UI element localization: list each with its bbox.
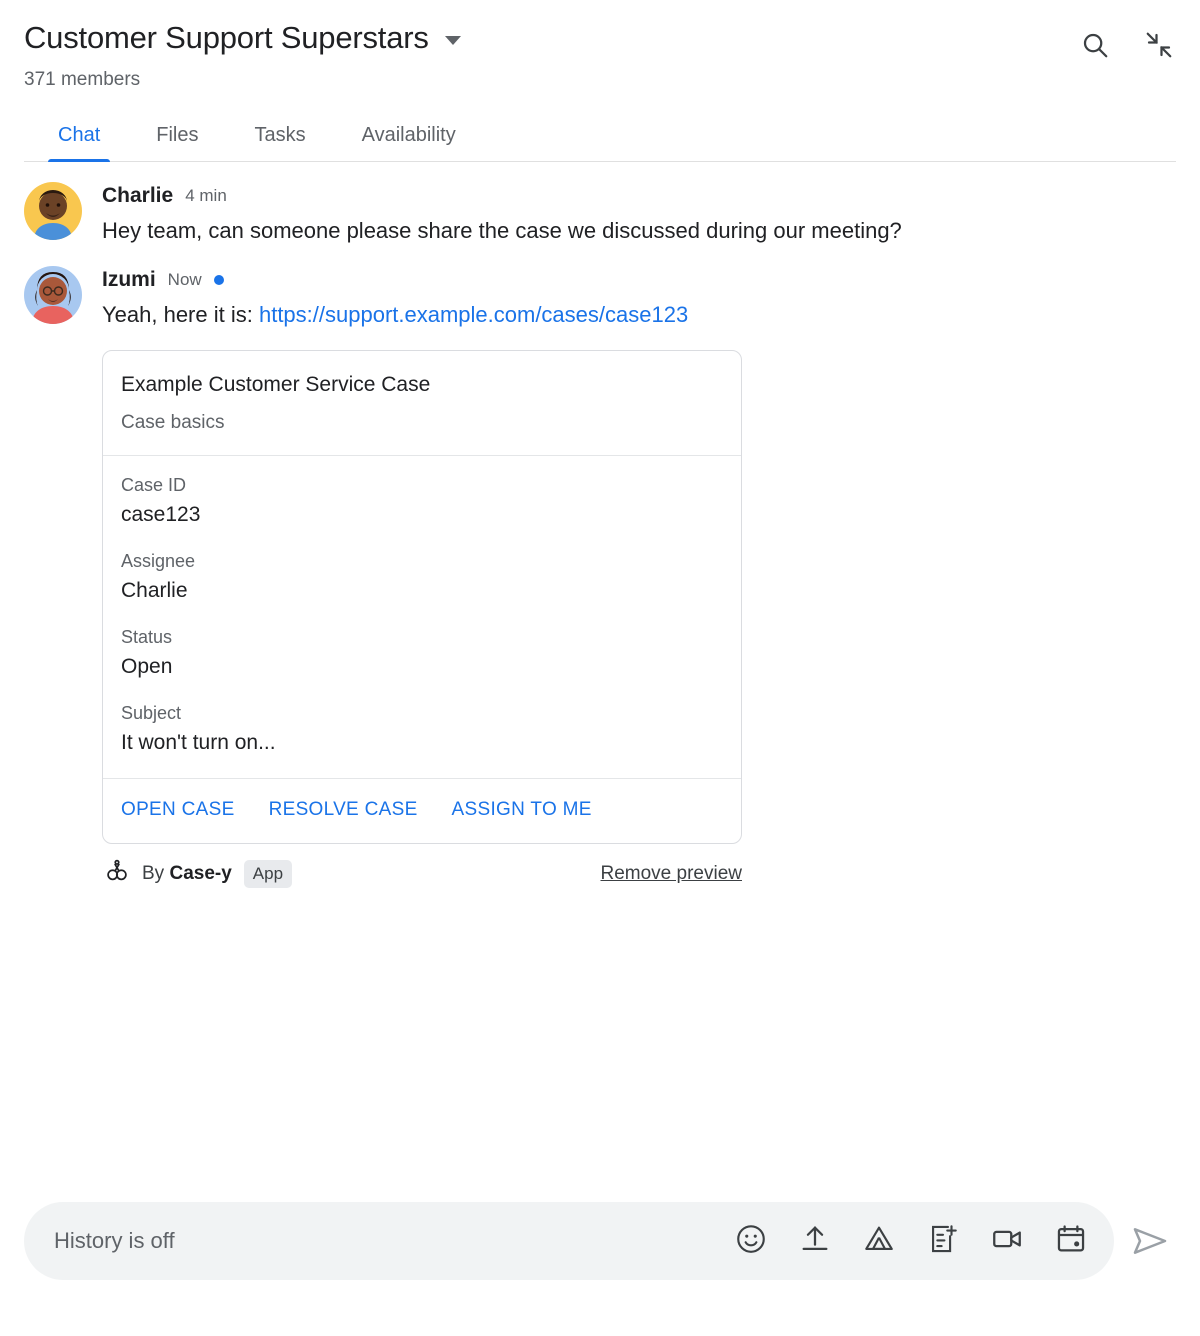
case-link[interactable]: https://support.example.com/cases/case123 (258, 302, 689, 327)
message-input[interactable]: History is off (54, 1228, 175, 1253)
field-value: case123 (121, 503, 201, 526)
avatar[interactable] (24, 266, 82, 324)
calendar-icon[interactable] (1054, 1222, 1088, 1261)
message-sender: Charlie (102, 184, 174, 207)
message-header (102, 184, 1176, 208)
card-header (103, 351, 741, 456)
chat-title-block (24, 18, 1078, 93)
attribution-prefix: By (142, 862, 165, 884)
field-case-id (121, 472, 723, 530)
case-preview-card (102, 350, 742, 844)
message-sender: Izumi (102, 268, 156, 291)
upload-icon[interactable] (798, 1222, 832, 1261)
field-status (121, 624, 723, 682)
app-badge: App (244, 860, 292, 888)
remove-preview-link[interactable]: Remove preview (600, 862, 742, 884)
message-composer[interactable] (24, 1202, 1114, 1280)
card-attribution-left (104, 858, 292, 889)
field-value: Open (121, 655, 173, 678)
tab-chat[interactable]: Chat (30, 115, 128, 161)
card-actions (103, 779, 741, 843)
message-body (102, 266, 1176, 889)
search-icon[interactable] (1078, 28, 1112, 62)
field-subject (121, 700, 723, 758)
resolve-case-button[interactable]: RESOLVE CASE (268, 799, 418, 820)
video-icon[interactable] (990, 1222, 1024, 1261)
doc-add-icon[interactable] (926, 1222, 960, 1261)
bot-icon (104, 858, 130, 889)
tab-tasks[interactable]: Tasks (254, 124, 306, 146)
message-text-prefix: Yeah, here it is: (102, 302, 259, 327)
field-value: It won't turn on... (121, 731, 276, 754)
member-count: 371 members (24, 69, 141, 90)
chat-header-top (24, 18, 1176, 93)
unread-indicator (214, 275, 224, 285)
message-item (24, 182, 1176, 248)
page-title: Customer Support Superstars (24, 20, 429, 55)
field-assignee (121, 548, 723, 606)
tab-files[interactable]: Files (156, 124, 199, 146)
card-subtitle: Case basics (121, 412, 225, 433)
message-text: Hey team, can someone please share the case we discussed during our meeting? (102, 218, 902, 243)
avatar[interactable] (24, 182, 82, 240)
chat-header (0, 0, 1200, 162)
message-timestamp: 4 min (185, 186, 227, 205)
chevron-down-icon[interactable] (445, 36, 461, 45)
message-list (0, 162, 1200, 1184)
message-header (102, 268, 1176, 292)
app-name: Case-y (169, 862, 232, 884)
assign-to-me-button[interactable]: ASSIGN TO ME (451, 799, 592, 820)
composer-area (0, 1184, 1200, 1336)
attribution-text (142, 863, 232, 885)
card-attribution (102, 858, 742, 889)
composer-icons (734, 1222, 1088, 1261)
collapse-icon[interactable] (1142, 28, 1176, 62)
chat-title-row (24, 18, 1078, 58)
message-timestamp: Now (167, 270, 202, 289)
header-actions (1078, 18, 1176, 62)
tab-availability[interactable]: Availability (361, 124, 456, 146)
field-value: Charlie (121, 579, 188, 602)
message-body (102, 182, 1176, 248)
emoji-icon[interactable] (734, 1222, 768, 1261)
drive-icon[interactable] (862, 1222, 896, 1261)
message-item (24, 266, 1176, 889)
tab-bar (24, 115, 1176, 162)
message-text (102, 298, 1022, 332)
field-label: Subject (121, 703, 182, 723)
card-title: Example Customer Service Case (121, 373, 431, 396)
field-label: Case ID (121, 475, 187, 495)
field-label: Assignee (121, 551, 196, 571)
card-fields (103, 456, 741, 779)
open-case-button[interactable]: OPEN CASE (121, 799, 235, 820)
send-icon[interactable] (1124, 1215, 1176, 1267)
field-label: Status (121, 627, 173, 647)
